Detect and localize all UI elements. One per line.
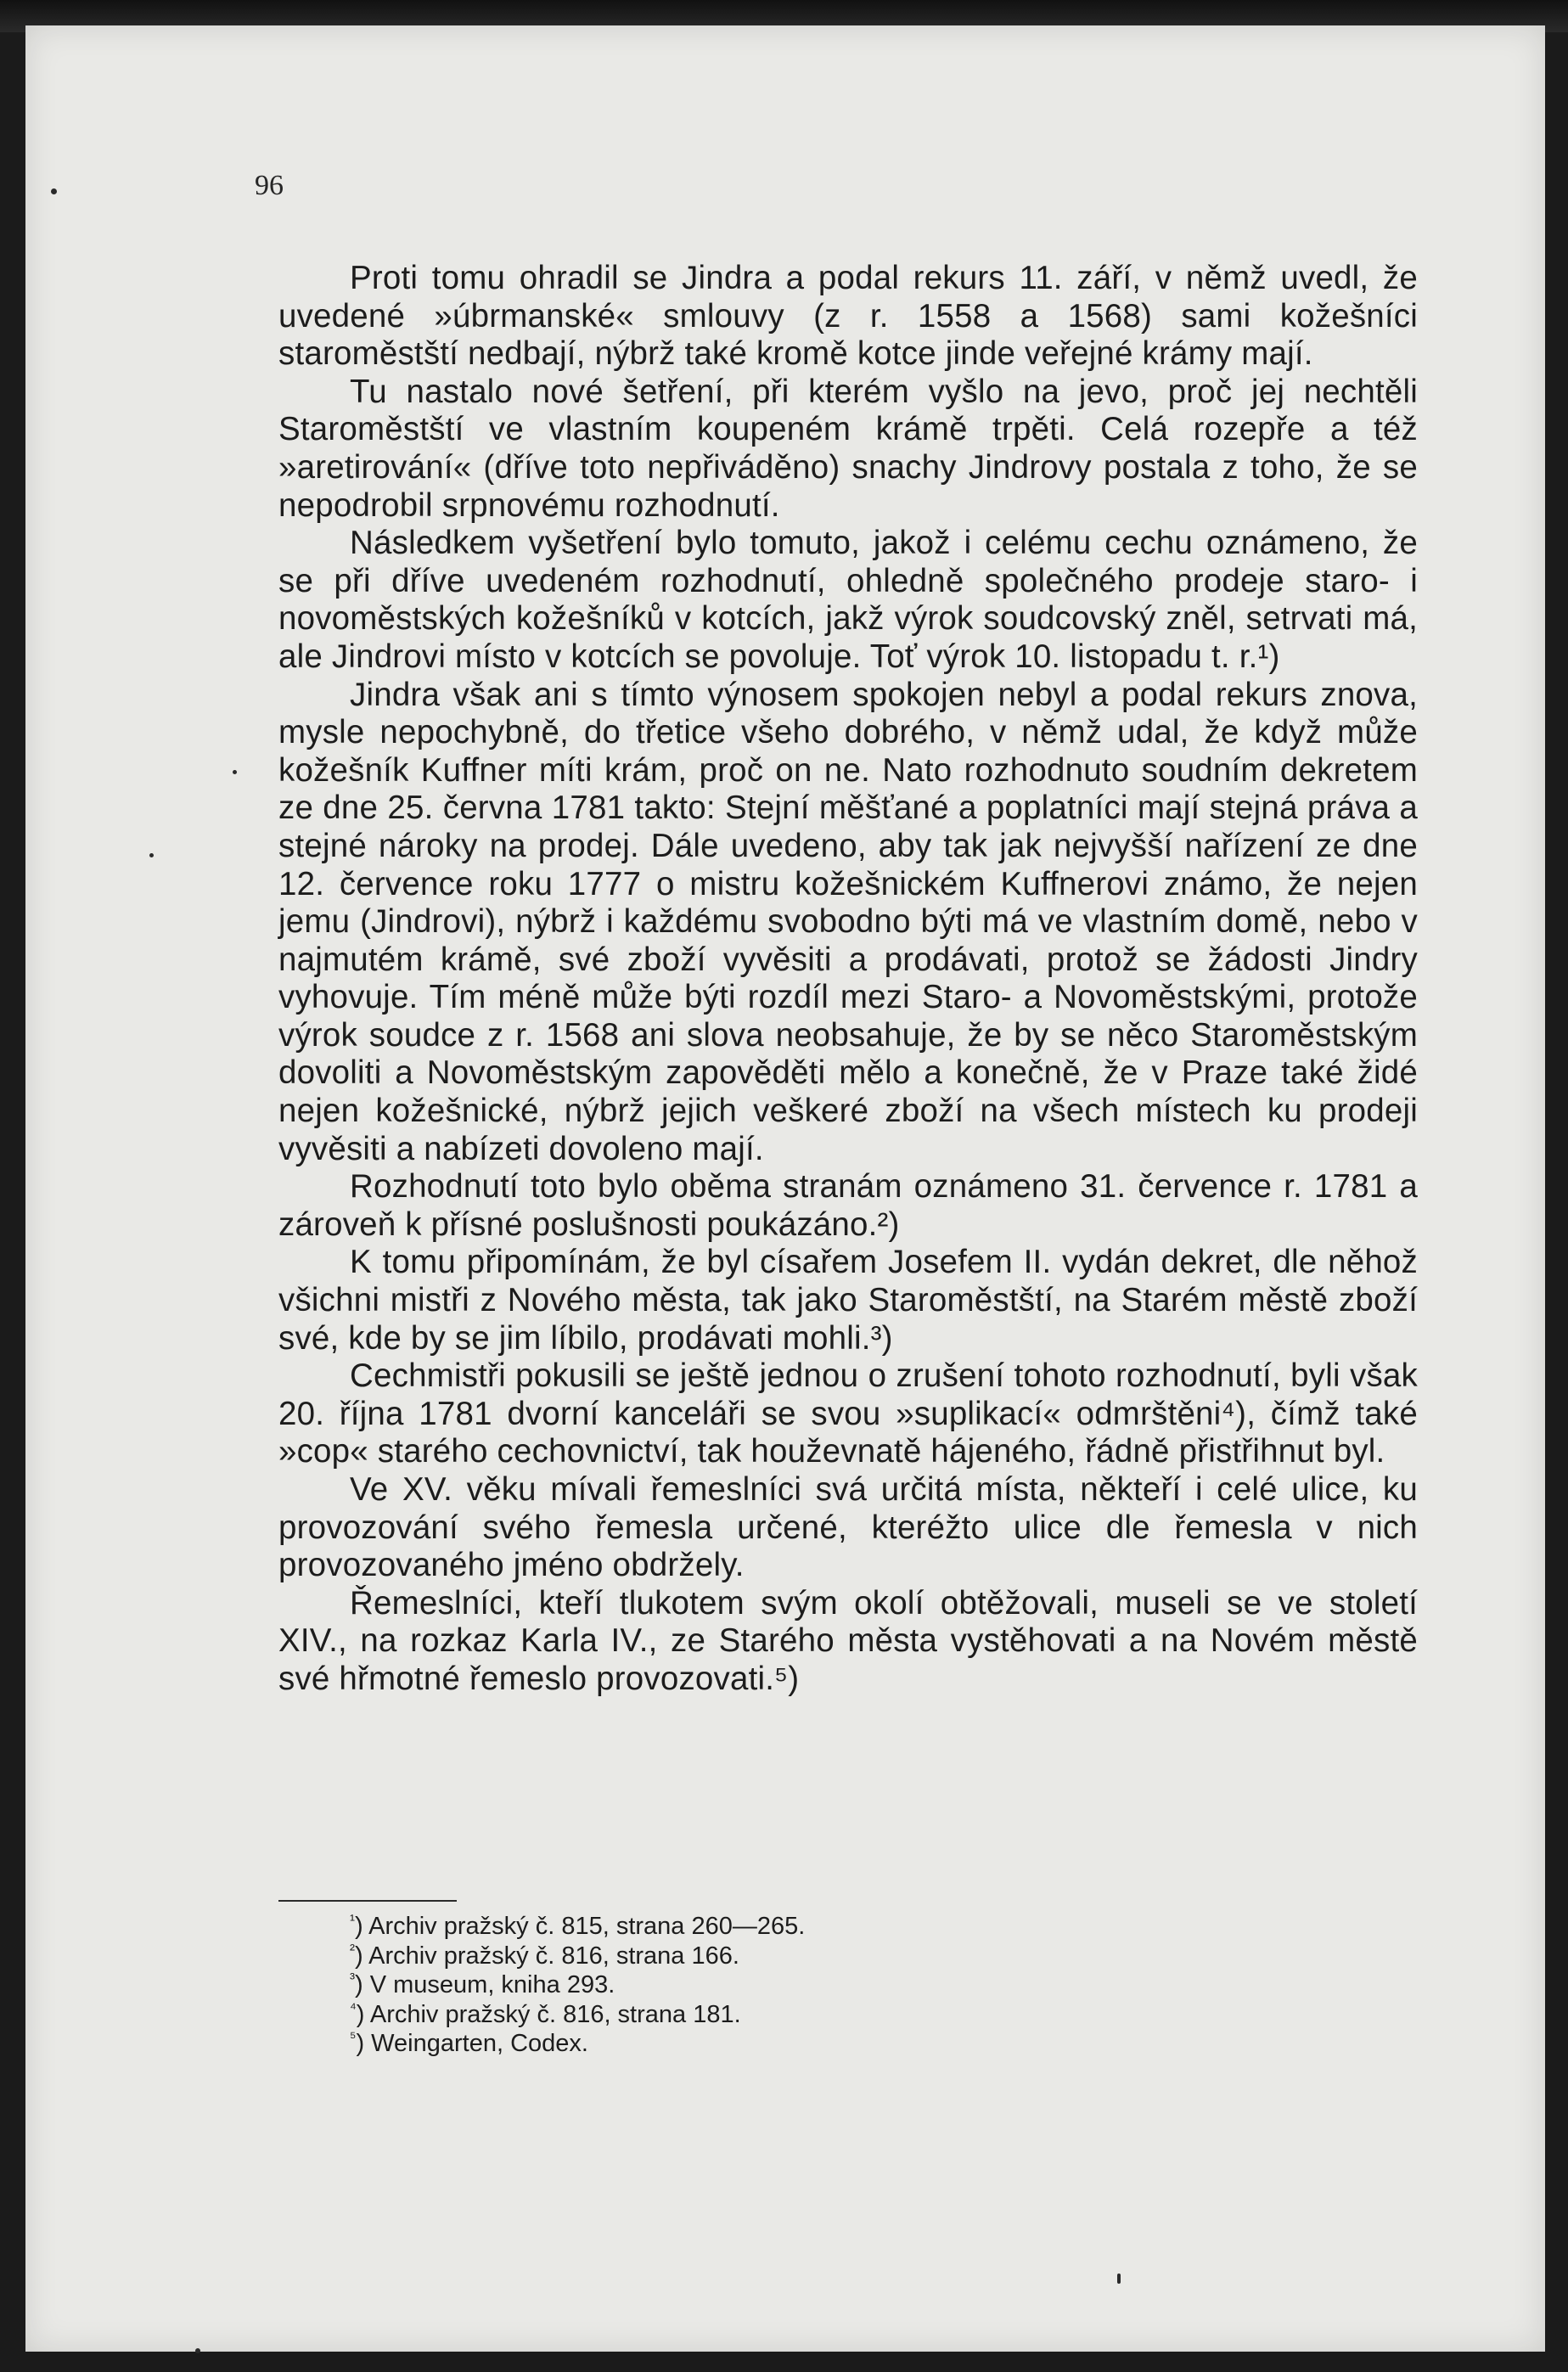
- footnote-mark: ³: [350, 1970, 355, 1987]
- footnote-item: [350, 2029, 1368, 2059]
- footnote-item: [350, 1942, 1368, 1971]
- footnote-mark: ¹: [350, 1911, 355, 1929]
- body-text: [278, 260, 1418, 1699]
- footnotes: [350, 1912, 1368, 2059]
- page-number: 96: [255, 170, 284, 201]
- scan-speck: [195, 2348, 200, 2353]
- scan-speck: [233, 770, 237, 774]
- footnote-text: ) V museum, kniha 293.: [355, 1971, 615, 1998]
- paragraph: Proti tomu ohradil se Jindra a podal rekurs 11. září, v němž uvedl, že uvedené »úbrmanské« smlouvy (z r. 1558 a 1568) sami kožešníci staroměstští nedbají, nýbrž také kromě kotce jinde veřejné krámy mají.: [278, 260, 1418, 373]
- paragraph: Následkem vyšetření bylo tomuto, jakož i celému cechu oznámeno, že se při dříve uvedeném rozhodnutí, ohledně společného prodeje staro- i novoměstských kožešníků v kotcích, jakž výrok soudcovský zněl, setrvati má, ale Jindrovi místo v kotcích se povoluje. Toť výrok 10. listopadu t. r.¹): [278, 525, 1418, 675]
- scan-speck: [1117, 2274, 1121, 2284]
- footnote-text: ) Archiv pražský č. 815, strana 260—265.: [355, 1913, 806, 1940]
- footnote-item: [350, 1912, 1368, 1942]
- paragraph: Jindra však ani s tímto výnosem spokojen nebyl a podal rekurs znova, mysle nepochybně, do třetice všeho dobrého, v němž udal, že když může kožešník Kuffner míti krám, proč on ne. Nato rozhodnuto soudním dekretem ze dne 25. června 1781 takto: Stejní měšťané a poplatníci mají stejná práva a stejné nároky na prodej. Dále uvedeno, aby tak jak nejvyšší nařízení ze dne 12. července roku 1777 o mistru kožešnickém Kuffnerovi známo, že nejen jemu (Jindrovi), nýbrž i každému svobodno býti má ve vlastním domě, nebo v najmutém krámě, své zboží vyvěsiti a prodávati, protož se žádosti Jindry vyhovuje. Tím méně může býti rozdíl mezi Staro- a Novoměstskými, protože výrok soudce z r. 1568 ani slova neobsahuje, že by se něco Staroměstským dovoliti a Novoměstským zapověděti mělo a konečně, že v Praze také židé nejen kožešnické, nýbrž jejich veškeré zboží na všech místech ku prodeji vyvěsiti a nabízeti dovoleno mají.: [278, 676, 1418, 1167]
- paragraph: Řemeslníci, kteří tlukotem svým okolí obtěžovali, museli se ve století XIV., na rozkaz Karla IV., ze Starého města vystěhovati a na Novém městě své hřmotné řemeslo provozovati.⁵): [278, 1584, 1418, 1697]
- paragraph: K tomu připomínám, že byl císařem Josefem II. vydán dekret, dle něhož všichni mistři z Nového města, tak jako Staroměstští, na Starém městě zboží své, kde by se jim líbilo, prodávati mohli.³): [278, 1244, 1418, 1357]
- paragraph: Cechmistři pokusili se ještě jednou o zrušení tohoto rozhodnutí, byli však 20. října 1781 dvorní kanceláři se svou »suplikací« odmrštěni⁴), čímž také »cop« starého cechovnictví, tak houževnatě hájeného, řádně přistřihnut byl.: [278, 1357, 1418, 1470]
- paragraph: Tu nastalo nové šetření, při kterém vyšlo na jevo, proč jej nechtěli Staroměstští ve vlastním koupeném krámě trpěti. Celá rozepře a též »aretirování« (dříve toto nepřiváděno) snachy Jindrovy postala z toho, že se nepodrobil srpnovému rozhodnutí.: [278, 373, 1418, 524]
- paragraph: Rozhodnutí toto bylo oběma stranám oznámeno 31. července r. 1781 a zároveň k přísné poslušnosti poukázáno.²): [278, 1168, 1418, 1243]
- footnote-mark: ²: [350, 1940, 355, 1958]
- footnote-mark: ⁴: [350, 1998, 357, 2016]
- footnote-text: ) Archiv pražský č. 816, strana 181.: [356, 2000, 741, 2028]
- footnote-divider: [278, 1900, 457, 1902]
- footnote-item: [350, 2000, 1368, 2030]
- footnote-text: ) Weingarten, Codex.: [356, 2030, 588, 2057]
- footnote-text: ) Archiv pražský č. 816, strana 166.: [355, 1942, 739, 1970]
- paragraph: Ve XV. věku mívali řemeslníci svá určitá místa, někteří i celé ulice, ku provozování svého řemesla určené, kteréžto ulice dle řemesla v nich provozovaného jméno obdržely.: [278, 1471, 1418, 1584]
- footnote-item: [350, 1970, 1368, 2000]
- scan-speck: [149, 853, 154, 857]
- footnote-mark: ⁵: [350, 2028, 357, 2046]
- scan-speck: [51, 188, 57, 194]
